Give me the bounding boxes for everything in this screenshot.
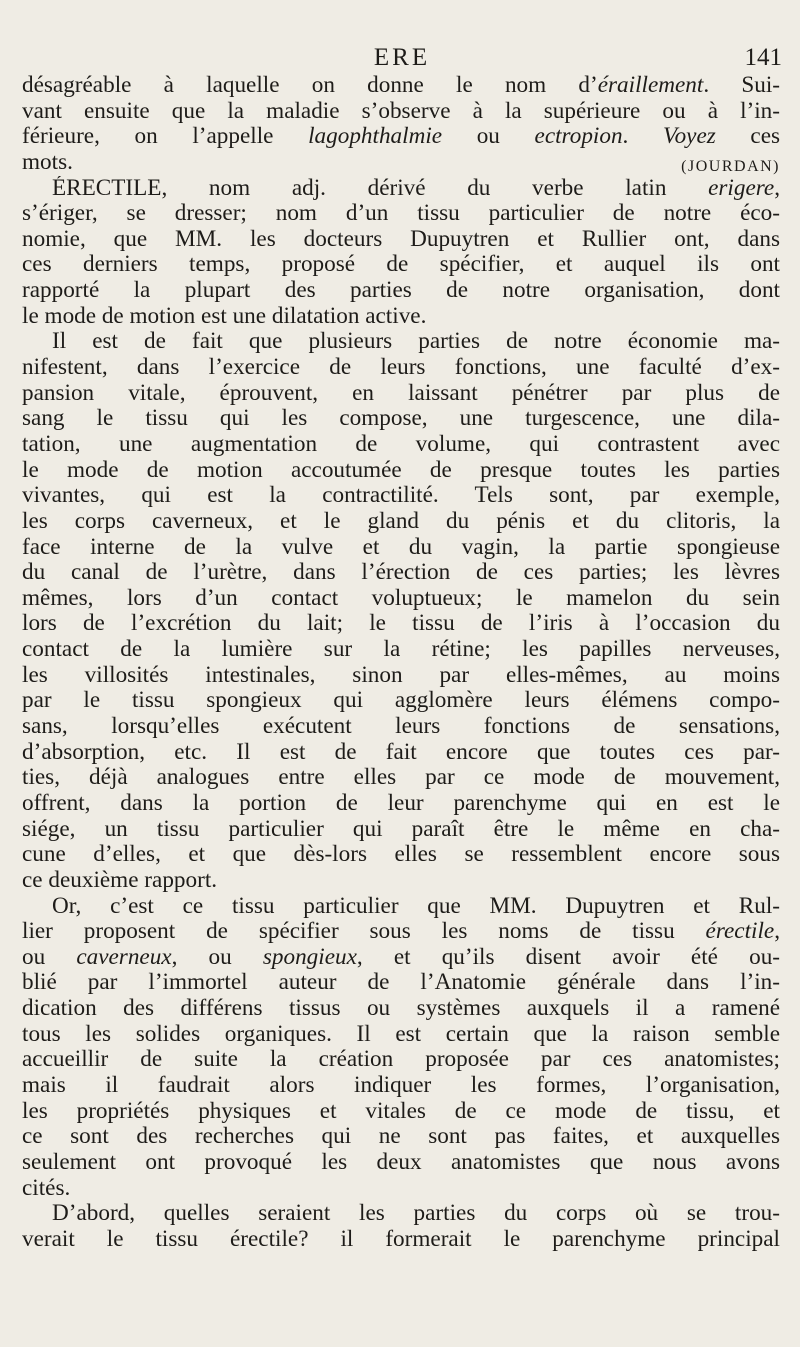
text-line <box>22 714 780 740</box>
text-run: , <box>774 175 780 201</box>
text-run: accueillir de suite la création proposée par ces anatomistes; <box>22 1047 780 1073</box>
text-line <box>22 1227 780 1253</box>
italic-text: ectropion <box>534 124 623 150</box>
text-line <box>22 483 780 509</box>
text-line <box>22 894 780 920</box>
text-run: , et qu’ils disent avoir été ou- <box>356 944 780 970</box>
text-line <box>22 611 780 637</box>
text-run: . Sui- <box>703 73 780 98</box>
text-line <box>22 355 780 381</box>
text-run: d’absorption, etc. Il est de fait encore que toutes ces par- <box>22 739 780 765</box>
text-run: tation, une augmentation de volume, qui contrastent avec <box>22 431 780 457</box>
text-line <box>22 791 780 817</box>
text-line <box>22 1099 780 1125</box>
text-line <box>22 1022 780 1048</box>
text-run: tous les solides organiques. Il est certain que la raison semble <box>22 1021 780 1047</box>
text-line <box>22 150 780 176</box>
text-run: offrent, dans la portion de leur parenchyme qui en est le <box>22 790 780 816</box>
text-run: le mode de motion est une dilatation active. <box>22 303 427 329</box>
text-run: du canal de l’urètre, dans l’érection de ces parties; les lèvres <box>22 560 780 586</box>
text-line <box>22 637 780 663</box>
author-signature: (JOURDAN) <box>681 157 780 175</box>
text-run: cités. <box>22 1175 71 1201</box>
text-line <box>22 868 780 894</box>
text-run: mais il faudrait alors indiquer les formes, l’organisation, <box>22 1072 780 1098</box>
text-run: sans, lorsqu’elles exécutent leurs fonctions de sensations, <box>22 714 780 740</box>
text-line <box>22 919 780 945</box>
page-number: 141 <box>744 44 782 71</box>
text-line <box>22 1073 780 1099</box>
text-run: pansion vitale, éprouvent, en laissant pénétrer par plus de <box>22 380 780 406</box>
text-line <box>22 201 780 227</box>
text-run: le mode de motion accoutumée de presque toutes les parties <box>22 457 780 483</box>
text-run: vivantes, qui est la contractilité. Tels sont, par exemple, <box>22 483 780 509</box>
text-run: désagréable à laquelle on donne le nom d’ <box>22 73 598 98</box>
text-line <box>22 124 780 150</box>
text-run: ties, déjà analogues entre elles par ce mode de mouvement, <box>22 765 780 791</box>
italic-text: spongieux <box>262 944 357 970</box>
text-run: ces derniers temps, proposé de spécifier, et auquel ils ont <box>22 252 780 278</box>
text-line <box>22 1047 780 1073</box>
text-line <box>22 1176 780 1202</box>
text-line <box>22 740 780 766</box>
text-run: , <box>774 919 780 945</box>
text-run: face interne de la vulve et du vagin, la partie spongieuse <box>22 534 780 560</box>
text-run: ou <box>22 944 77 970</box>
text-run: sang le tissu qui les compose, une turgescence, une dila- <box>22 406 780 432</box>
text-line <box>22 586 780 612</box>
text-line <box>22 817 780 843</box>
text-run: rapporté la plupart des parties de notre organisation, dont <box>22 278 780 304</box>
text-line <box>22 535 780 561</box>
italic-text: caverneux <box>76 944 172 970</box>
text-line <box>22 663 780 689</box>
text-run: ce sont des recherches qui ne sont pas faites, et auxquelles <box>22 1124 780 1150</box>
text-run: nifestent, dans l’exercice de leurs fonctions, une faculté d’ex- <box>22 355 780 381</box>
text-run: les corps caverneux, et le gland du pénis et du clitoris, la <box>22 508 780 534</box>
text-run: par le tissu spongieux qui agglomère leurs élémens compo- <box>22 688 780 714</box>
text-line <box>22 432 780 458</box>
text-run: verait le tissu érectile? il formerait le parenchyme principal <box>22 1226 780 1252</box>
paragraph <box>22 1201 780 1252</box>
text-line <box>22 970 780 996</box>
text-line <box>22 252 780 278</box>
running-title: ERE <box>373 44 431 71</box>
page-body-text <box>22 73 780 1252</box>
text-run: ÉRECTILE, nom adj. dérivé du verbe latin <box>52 175 709 201</box>
text-line <box>22 509 780 535</box>
italic-text: érectile <box>705 919 775 945</box>
text-line <box>22 765 780 791</box>
paragraph <box>22 73 780 176</box>
text-run: dication des différens tissus ou systèmes auxquels il a ramené <box>22 996 780 1022</box>
text-run: D’abord, quelles seraient les parties du corps où se trou- <box>52 1201 780 1227</box>
text-run: férieure, on l’appelle <box>22 124 309 150</box>
text-line <box>22 406 780 432</box>
text-line <box>22 176 780 202</box>
text-run: vant ensuite que la maladie s’observe à la supérieure ou à l’in- <box>22 98 780 124</box>
text-line <box>22 1150 780 1176</box>
text-line <box>22 996 780 1022</box>
text-line <box>22 381 780 407</box>
text-run: nomie, que MM. les docteurs Dupuytren et Rullier ont, dans <box>22 226 780 252</box>
text-line <box>22 1124 780 1150</box>
italic-text: éraillement <box>597 73 704 98</box>
page-header <box>22 44 782 76</box>
text-run: ou <box>442 124 535 150</box>
text-run: lors de l’excrétion du lait; le tissu de l’iris à l’occasion du <box>22 611 780 637</box>
text-run: mêmes, lors d’un contact voluptueux; le mamelon du sein <box>22 585 780 611</box>
text-run: ce deuxième rapport. <box>22 867 218 893</box>
text-run: Il est de fait que plusieurs parties de notre économie ma- <box>52 329 780 355</box>
text-line <box>22 99 780 125</box>
text-line <box>22 1201 780 1227</box>
text-run: cune d’elles, et que dès-lors elles se ressemblent encore sous <box>22 842 780 868</box>
text-line <box>22 304 780 330</box>
italic-text: Voyez <box>662 124 716 150</box>
text-line <box>22 227 780 253</box>
text-run: Or, c’est ce tissu particulier que MM. Dupuytren et Rul- <box>52 893 780 919</box>
paragraph <box>22 329 780 893</box>
text-line <box>22 278 780 304</box>
text-run: ces <box>715 124 780 150</box>
text-run: les villosités intestinales, sinon par elles-mêmes, au moins <box>22 662 780 688</box>
text-run: contact de la lumière sur la rétine; les papilles nerveuses, <box>22 637 780 663</box>
italic-text: erigere <box>708 175 775 201</box>
text-run: blié par l’immortel auteur de l’Anatomie générale dans l’in- <box>22 970 780 996</box>
text-run: . <box>622 124 663 150</box>
text-line <box>22 560 780 586</box>
text-run: , ou <box>171 944 263 970</box>
text-line <box>22 688 780 714</box>
text-run: mots. <box>22 149 73 175</box>
text-run: s’ériger, se dresser; nom d’un tissu particulier de notre éco- <box>22 201 780 227</box>
paragraph <box>22 894 780 1202</box>
text-line <box>22 458 780 484</box>
text-run: siége, un tissu particulier qui paraît être le même en cha- <box>22 816 780 842</box>
text-line <box>22 842 780 868</box>
text-line <box>22 945 780 971</box>
text-line <box>22 73 780 99</box>
italic-text: lagophthalmie <box>308 124 443 150</box>
text-run: les propriétés physiques et vitales de ce mode de tissu, et <box>22 1098 780 1124</box>
text-run: lier proposent de spécifier sous les noms de tissu <box>22 919 706 945</box>
text-line <box>22 329 780 355</box>
paragraph <box>22 176 780 330</box>
text-run: seulement ont provoqué les deux anatomistes que nous avons <box>22 1149 780 1175</box>
